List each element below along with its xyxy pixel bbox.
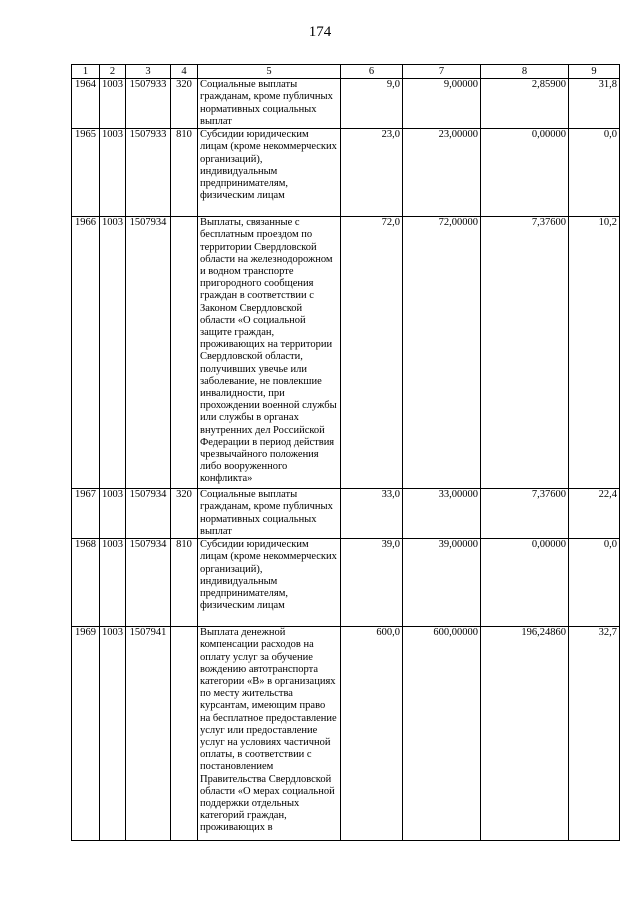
percent-value: 10,2	[569, 217, 620, 489]
section-code: 1003	[100, 217, 126, 489]
item-name: Субсидии юридическим лицам (кроме некоммерческих организаций), индивидуальным предпринимателям, физическим лицам	[198, 539, 341, 627]
executed-value: 2,85900	[481, 79, 569, 129]
expense-kind: 810	[171, 129, 198, 217]
approved-value: 23,00000	[403, 129, 481, 217]
col-header-8: 8	[481, 65, 569, 79]
target-code: 1507934	[126, 217, 171, 489]
plan-value: 23,0	[341, 129, 403, 217]
row-number: 1965	[72, 129, 100, 217]
executed-value: 7,37600	[481, 489, 569, 539]
target-code: 1507933	[126, 79, 171, 129]
approved-value: 39,00000	[403, 539, 481, 627]
percent-value: 0,0	[569, 129, 620, 217]
table-row	[72, 217, 620, 489]
header-row	[72, 65, 620, 79]
executed-value: 0,00000	[481, 539, 569, 627]
section-code: 1003	[100, 489, 126, 539]
plan-value: 33,0	[341, 489, 403, 539]
row-number: 1964	[72, 79, 100, 129]
item-name: Социальные выплаты гражданам, кроме публичных нормативных социальных выплат	[198, 79, 341, 129]
col-header-7: 7	[403, 65, 481, 79]
table-row	[72, 489, 620, 539]
section-code: 1003	[100, 539, 126, 627]
budget-table	[71, 64, 620, 841]
target-code: 1507934	[126, 539, 171, 627]
page-number: 174	[308, 24, 332, 40]
item-name: Социальные выплаты гражданам, кроме публичных нормативных социальных выплат	[198, 489, 341, 539]
item-name: Выплаты, связанные с бесплатным проездом по территории Свердловской области на железнодорожном и водном транспорте пригородного сообщения граждан в соответствии с Законом Свердловской области «О социальной защите граждан, проживающих на территории Свердловской области, получивших увечье или заболевание, не повлекшие инвалидности, при прохождении военной службы или службы в органах внутренних дел Российской Федерации в период действия чрезвычайного положения либо вооруженного конфликта»	[198, 217, 341, 489]
section-code: 1003	[100, 627, 126, 841]
col-header-6: 6	[341, 65, 403, 79]
row-number: 1967	[72, 489, 100, 539]
row-number: 1968	[72, 539, 100, 627]
col-header-9: 9	[569, 65, 620, 79]
row-number: 1969	[72, 627, 100, 841]
plan-value: 39,0	[341, 539, 403, 627]
percent-value: 32,7	[569, 627, 620, 841]
target-code: 1507933	[126, 129, 171, 217]
item-name: Субсидии юридическим лицам (кроме некоммерческих организаций), индивидуальным предпринимателям, физическим лицам	[198, 129, 341, 217]
section-code: 1003	[100, 129, 126, 217]
executed-value: 0,00000	[481, 129, 569, 217]
expense-kind: 320	[171, 489, 198, 539]
col-header-1: 1	[72, 65, 100, 79]
table-row	[72, 129, 620, 217]
row-number: 1966	[72, 217, 100, 489]
col-header-4: 4	[171, 65, 198, 79]
expense-kind	[171, 217, 198, 489]
plan-value: 72,0	[341, 217, 403, 489]
table-row	[72, 79, 620, 129]
target-code: 1507941	[126, 627, 171, 841]
approved-value: 600,00000	[403, 627, 481, 841]
percent-value: 22,4	[569, 489, 620, 539]
plan-value: 9,0	[341, 79, 403, 129]
col-header-2: 2	[100, 65, 126, 79]
executed-value: 7,37600	[481, 217, 569, 489]
expense-kind: 810	[171, 539, 198, 627]
approved-value: 33,00000	[403, 489, 481, 539]
approved-value: 72,00000	[403, 217, 481, 489]
col-header-5: 5	[198, 65, 341, 79]
expense-kind: 320	[171, 79, 198, 129]
table-row	[72, 539, 620, 627]
section-code: 1003	[100, 79, 126, 129]
target-code: 1507934	[126, 489, 171, 539]
percent-value: 0,0	[569, 539, 620, 627]
col-header-3: 3	[126, 65, 171, 79]
approved-value: 9,00000	[403, 79, 481, 129]
expense-kind	[171, 627, 198, 841]
table-row	[72, 627, 620, 841]
plan-value: 600,0	[341, 627, 403, 841]
executed-value: 196,24860	[481, 627, 569, 841]
percent-value: 31,8	[569, 79, 620, 129]
item-name: Выплата денежной компенсации расходов на оплату услуг за обучение вождению автотранспорта категории «В» в организациях по месту жительства курсантам, имеющим право на бесплатное предоставление услуг или предоставление услуг на условиях частичной оплаты, в соответствии с постановлением Правительства Свердловской области «О мерах социальной поддержки отдельных категорий граждан, проживающих в	[198, 627, 341, 841]
